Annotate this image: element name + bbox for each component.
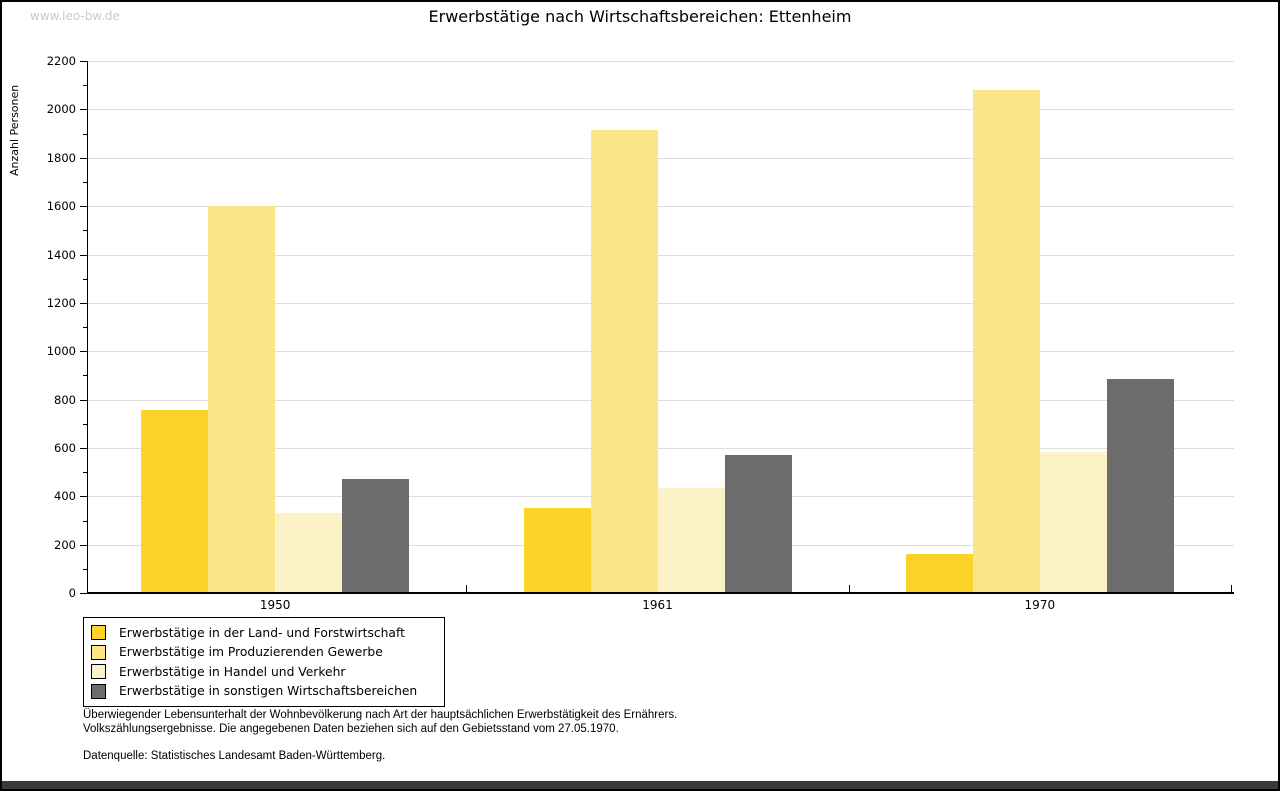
y-minor-tick xyxy=(83,375,87,376)
bar-1950-s1 xyxy=(141,410,208,593)
x-tick xyxy=(1231,585,1232,592)
x-tick xyxy=(849,585,850,592)
y-minor-tick xyxy=(83,327,87,328)
gridline xyxy=(87,109,1234,110)
legend-label: Erwerbstätige in Handel und Verkehr xyxy=(119,664,346,679)
y-tick-label: 1000 xyxy=(46,344,76,359)
legend-label: Erwerbstätige in der Land- und Forstwirtschaft xyxy=(119,625,405,640)
y-minor-tick xyxy=(83,472,87,473)
y-tick-label: 1600 xyxy=(46,199,76,214)
bar-1950-s3 xyxy=(275,513,342,593)
legend-item xyxy=(91,623,444,643)
y-axis-title: Anzahl Personen xyxy=(8,84,21,176)
legend-swatch xyxy=(91,664,106,679)
bar-1970-s2 xyxy=(973,90,1040,593)
y-tick xyxy=(80,255,87,256)
bar-1970-s3 xyxy=(1040,452,1107,594)
y-tick-label: 0 xyxy=(68,586,76,600)
y-axis xyxy=(87,61,88,593)
y-tick xyxy=(80,351,87,352)
legend-swatch xyxy=(91,684,106,699)
y-tick xyxy=(80,206,87,207)
x-tick-label: 1950 xyxy=(259,598,291,612)
y-minor-tick xyxy=(83,182,87,183)
bar-1961-s1 xyxy=(524,508,591,593)
y-tick xyxy=(80,545,87,546)
y-tick-label: 600 xyxy=(54,440,76,455)
legend-label: Erwerbstätige in sonstigen Wirtschaftsbereichen xyxy=(119,684,418,699)
y-tick-label: 2000 xyxy=(46,102,76,117)
y-tick xyxy=(80,593,87,594)
footnotes xyxy=(83,708,677,763)
legend xyxy=(83,617,445,707)
x-tick-label: 1961 xyxy=(642,598,673,612)
legend-label: Erwerbstätige im Produzierenden Gewerbe xyxy=(119,645,383,660)
bar-1950-s2 xyxy=(208,206,275,593)
gridline xyxy=(87,61,1234,62)
y-tick-label: 800 xyxy=(54,392,76,407)
y-minor-tick xyxy=(83,279,87,280)
y-minor-tick xyxy=(83,230,87,231)
y-tick xyxy=(80,158,87,159)
y-tick xyxy=(80,303,87,304)
y-minor-tick xyxy=(83,134,87,135)
y-tick-label: 2200 xyxy=(46,54,76,68)
x-tick xyxy=(466,585,467,592)
x-tick-label: 1970 xyxy=(1024,598,1056,612)
legend-swatch xyxy=(91,625,106,640)
legend-item xyxy=(91,643,444,663)
y-tick-label: 400 xyxy=(54,489,76,504)
y-tick xyxy=(80,496,87,497)
y-tick-label: 200 xyxy=(54,537,76,552)
y-tick xyxy=(80,61,87,62)
bar-1950-s4 xyxy=(342,479,409,593)
y-tick-label: 1200 xyxy=(46,295,76,310)
y-tick-label: 1800 xyxy=(46,150,76,165)
legend-item xyxy=(91,682,444,702)
gridline xyxy=(87,158,1234,159)
y-minor-tick xyxy=(83,424,87,425)
y-tick-label: 1400 xyxy=(46,247,76,262)
bar-1970-s1 xyxy=(906,554,973,593)
bar-1970-s4 xyxy=(1107,379,1174,593)
y-minor-tick xyxy=(83,85,87,86)
legend-swatch xyxy=(91,645,106,660)
bar-1961-s3 xyxy=(658,488,725,593)
y-minor-tick xyxy=(83,521,87,522)
legend-item xyxy=(91,662,444,682)
data-source: Datenquelle: Statistisches Landesamt Baden-Württemberg. xyxy=(83,750,386,762)
footnote-line-2: Volkszählungsergebnisse. Die angegebenen Daten beziehen sich auf den Gebietsstand vom 27.05.1970. xyxy=(83,723,619,735)
y-minor-tick xyxy=(83,569,87,570)
y-tick xyxy=(80,400,87,401)
footnote-line-1: Überwiegender Lebensunterhalt der Wohnbevölkerung nach Art der hauptsächlichen Erwerbstätigkeit des Ernährers. xyxy=(83,709,678,721)
bar-1961-s2 xyxy=(591,130,658,593)
y-tick xyxy=(80,109,87,110)
chart-title: Erwerbstätige nach Wirtschaftsbereichen: Ettenheim xyxy=(428,7,852,26)
y-tick xyxy=(80,448,87,449)
bottom-bar xyxy=(2,781,1278,789)
x-axis xyxy=(87,592,1234,594)
bar-1961-s4 xyxy=(725,455,792,593)
watermark: www.leo-bw.de xyxy=(30,9,120,23)
